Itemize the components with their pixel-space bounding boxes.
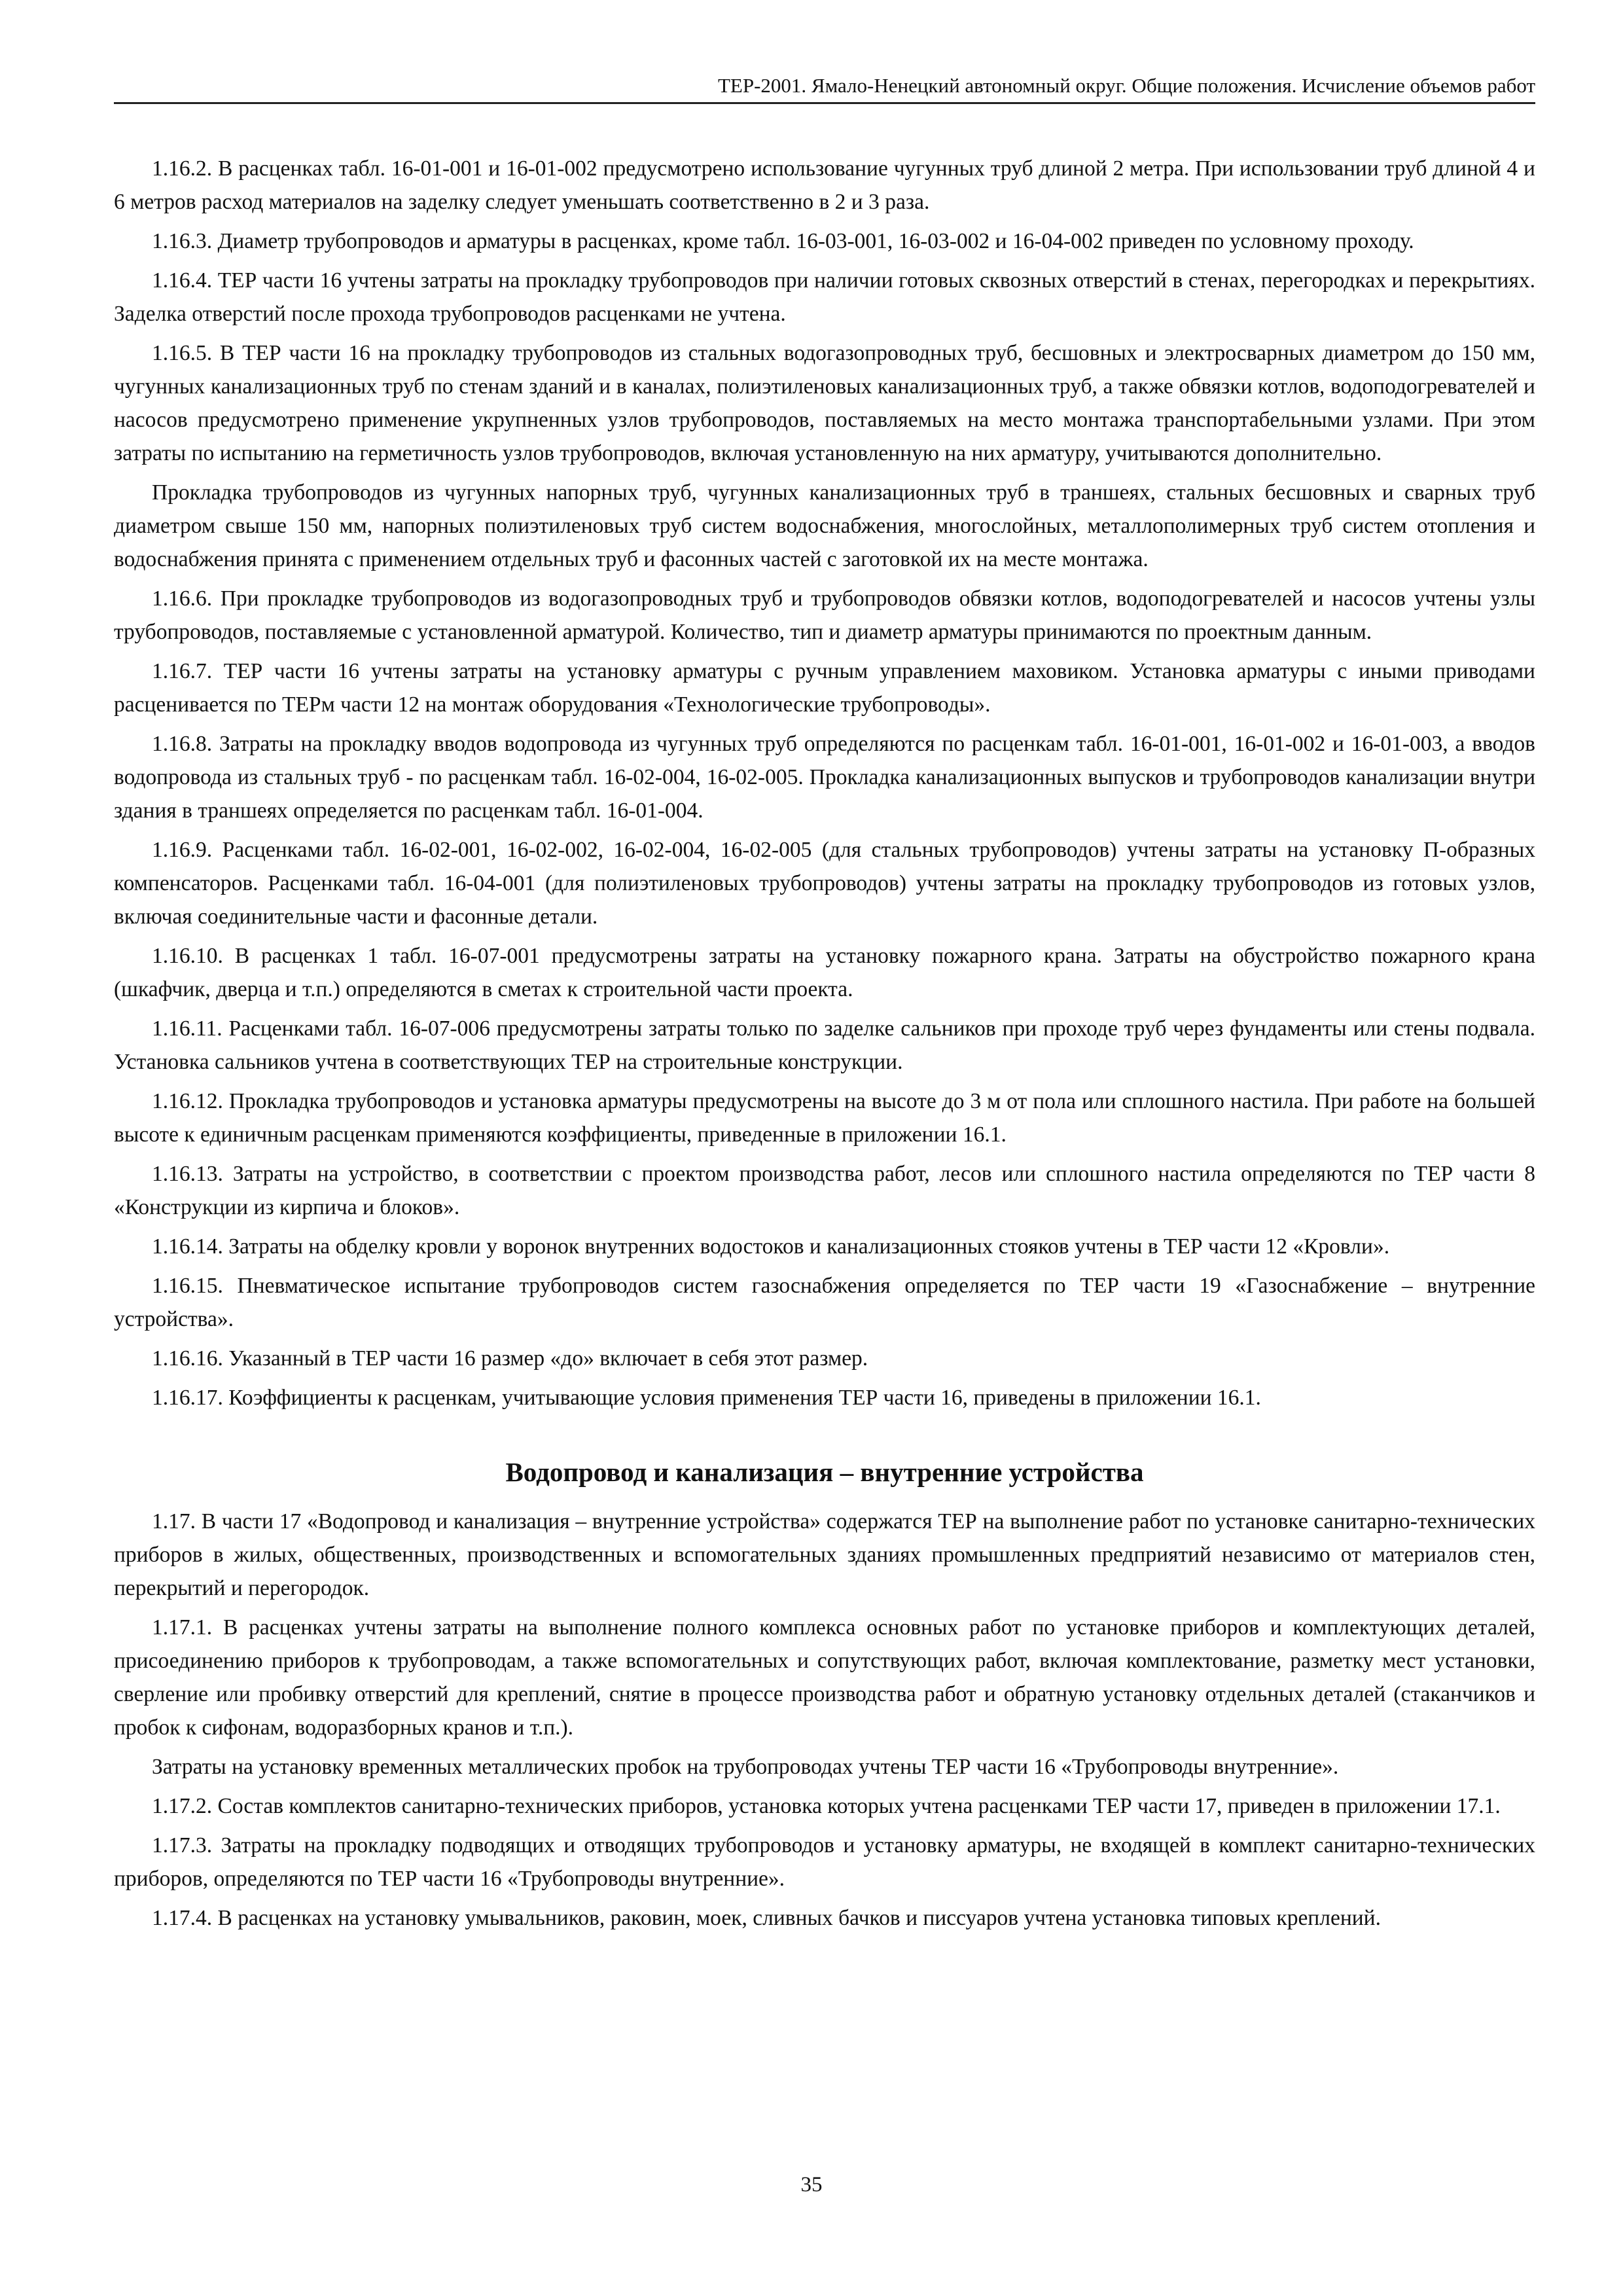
paragraph: 1.16.7. ТЕР части 16 учтены затраты на установку арматуры с ручным управлением маховиком. Установка арматуры с иными приводами расценивается по ТЕРм части 12 на монтаж оборудования «Технологические трубопроводы». (114, 659, 1535, 717)
paragraph: 1.16.4. ТЕР части 16 учтены затраты на прокладку трубопроводов при наличии готовых сквозных отверстий в стенах, перегородках и перекрытиях. Заделка отверстий после прохода трубопроводов расценками не учтена. (114, 268, 1535, 326)
paragraph: 1.16.15. Пневматическое испытание трубопроводов систем газоснабжения определяется по ТЕР части 19 «Газоснабжение – внутренние устройства». (114, 1274, 1535, 1331)
paragraph: 1.17.1. В расценках учтены затраты на выполнение полного комплекса основных работ по установке приборов и комплектующих деталей, присоединению приборов к трубопроводам, а также вспомогательных и сопутствующих работ, включая комплектование, разметку мест установки, сверление или пробивку отверстий для креплений, снятие в процессе производства работ и обратную установку отдельных деталей (стаканчиков и пробок к сифонам, водоразборных кранов и т.п.). (114, 1615, 1535, 1740)
paragraph: 1.16.5. В ТЕР части 16 на прокладку трубопроводов из стальных водогазопроводных труб, бесшовных и электросварных диаметром до 150 мм, чугунных канализационных труб по стенам зданий и в каналах, полиэтиленовых канализационных труб, а также обвязки котлов, водоподогревателей и насосов предусмотрено применение укрупненных узлов трубопроводов, поставляемых на место монтажа транспортабельными узлами. При этом затраты по испытанию на герметичность узлов трубопроводов, включая установленную на них арматуру, учитываются дополнительно. (114, 341, 1535, 465)
paragraph: 1.17. В части 17 «Водопровод и канализация – внутренние устройства» содержатся ТЕР на выполнение работ по установке санитарно-технических приборов в жилых, общественных, производственных и вспомогательных зданиях промышленных предприятий независимо от материалов стен, перекрытий и перегородок. (114, 1509, 1535, 1600)
paragraph: 1.16.3. Диаметр трубопроводов и арматуры в расценках, кроме табл. 16-03-001, 16-03-002 и 16-04-002 приведен по условному проходу. (152, 229, 1414, 253)
section-1-17-paragraphs (114, 1505, 1535, 1935)
page-number: 35 (800, 2173, 823, 2197)
paragraph: 1.16.17. Коэффициенты к расценкам, учитывающие условия применения ТЕР части 16, приведены в приложении 16.1. (152, 1386, 1261, 1410)
paragraph: 1.16.16. Указанный в ТЕР части 16 размер «до» включает в себя этот размер. (152, 1346, 868, 1371)
paragraph: 1.16.9. Расценками табл. 16-02-001, 16-02-002, 16-02-004, 16-02-005 (для стальных трубопроводов) учтены затраты на установку П-образных компенсаторов. Расценками табл. 16-04-001 (для полиэтиленовых трубопроводов) учтены затраты на прокладку трубопроводов из готовых узлов, включая соединительные части и фасонные детали. (114, 838, 1535, 929)
paragraph: 1.17.2. Состав комплектов санитарно-технических приборов, установка которых учтена расценками ТЕР части 17, приведен в приложении 17.1. (152, 1794, 1501, 1818)
paragraph: 1.16.6. При прокладке трубопроводов из водогазопроводных труб и трубопроводов обвязки котлов, водоподогревателей и насосов учтены узлы трубопроводов, поставляемые с установленной арматурой. Количество, тип и диаметр арматуры принимаются по проектным данным. (114, 586, 1535, 644)
paragraph: 1.17.3. Затраты на прокладку подводящих и отводящих трубопроводов и установку арматуры, не входящей в комплект санитарно-технических приборов, определяются по ТЕР части 16 «Трубопроводы внутренние». (114, 1833, 1535, 1891)
paragraph: 1.16.11. Расценками табл. 16-07-006 предусмотрены затраты только по заделке сальников при проходе труб через фундаменты или стены подвала. Установка сальников учтена в соответствующих ТЕР на строительные конструкции. (114, 1016, 1535, 1074)
paragraph: 1.16.8. Затраты на прокладку вводов водопровода из чугунных труб определяются по расценкам табл. 16-01-001, 16-01-002 и 16-01-003, а вводов водопровода из стальных труб - по расценкам табл. 16-02-004, 16-02-005. Прокладка канализационных выпусков и трубопроводов канализации внутри здания в траншеях определяется по расценкам табл. 16-01-004. (114, 732, 1535, 823)
paragraph: Затраты на установку временных металлических пробок на трубопроводах учтены ТЕР части 16 «Трубопроводы внутренние». (152, 1755, 1339, 1779)
paragraph: 1.16.12. Прокладка трубопроводов и установка арматуры предусмотрены на высоте до 3 м от пола или сплошного настила. При работе на большей высоте к единичным расценкам применяются коэффициенты, приведенные в приложении 16.1. (114, 1089, 1535, 1147)
paragraph: 1.17.4. В расценках на установку умывальников, раковин, моек, сливных бачков и писсуаров учтена установка типовых креплений. (152, 1906, 1381, 1930)
paragraph: 1.16.14. Затраты на обделку кровли у воронок внутренних водостоков и канализационных стояков учтены в ТЕР части 12 «Кровли». (152, 1234, 1390, 1259)
paragraph: Прокладка трубопроводов из чугунных напорных труб, чугунных канализационных труб в траншеях, стальных бесшовных и сварных труб диаметром свыше 150 мм, напорных полиэтиленовых труб систем водоснабжения, многослойных, металлополимерных труб систем отопления и водоснабжения принята с применением отдельных труб и фасонных частей с заготовкой их на месте монтажа. (114, 480, 1535, 571)
section-1-16-paragraphs (114, 152, 1535, 1414)
paragraph: 1.16.2. В расценках табл. 16-01-001 и 16-01-002 предусмотрено использование чугунных труб длиной 2 метра. При использовании труб длиной 4 и 6 метров расход материалов на заделку следует уменьшать соответственно в 2 и 3 раза. (114, 156, 1535, 214)
paragraph: 1.16.13. Затраты на устройство, в соответствии с проектом производства работ, лесов или сплошного настила определяются по ТЕР части 8 «Конструкции из кирпича и блоков». (114, 1162, 1535, 1219)
document-body (114, 152, 1535, 1941)
running-header: ТЕР-2001. Ямало-Ненецкий автономный округ. Общие положения. Исчисление объемов работ (114, 72, 1535, 104)
paragraph: 1.16.10. В расценках 1 табл. 16-07-001 предусмотрены затраты на установку пожарного крана. Затраты на обустройство пожарного крана (шкафчик, дверца и т.п.) определяются в сметах к строительной части проекта. (114, 944, 1535, 1001)
section-heading: Водопровод и канализация – внутренние устройства (505, 1457, 1144, 1487)
